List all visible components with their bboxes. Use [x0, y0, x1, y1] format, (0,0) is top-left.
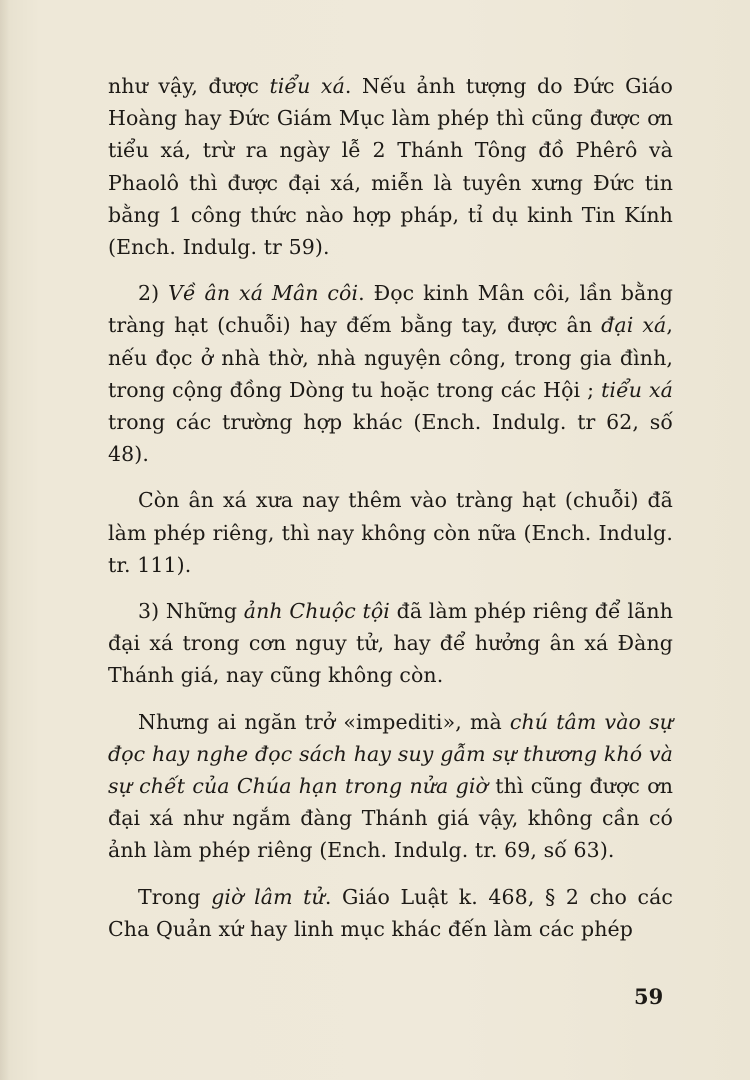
text-run: , nếu đọc ở nhà thờ, nhà nguyện công, trong gia đình, trong cộng đồng Dòng tu hoặc trong các Hội ;	[108, 313, 673, 402]
paragraph-1	[108, 70, 673, 263]
text-run: như vậy, được	[108, 74, 270, 98]
text-run-italic: chú tâm vào sự đọc hay nghe đọc sách hay suy gẫm sự thương khó và sự chết của Chúa hạn trong nửa giờ	[108, 709, 673, 799]
paragraph-6	[108, 881, 673, 945]
text-run: Trong	[138, 884, 212, 909]
text-run: . Nếu ảnh tượng do Đức Giáo Hoàng hay Đức Giám Mục làm phép thì cũng được ơn tiểu xá, trừ ra ngày lễ 2 Thánh Tông đồ Phêrô và Phaolô thì được đại xá, miễn là tuyên xưng Đức tin bằng 1 công thức nào hợp pháp, tỉ dụ kinh Tin Kính (Ench. Indulg. tr 59).	[108, 74, 674, 260]
text-run: 2)	[138, 281, 169, 306]
text-run: trong các trường hợp khác (Ench. Indulg. tr 62, số 48).	[108, 410, 673, 467]
text-run-italic: đại xá	[601, 313, 667, 338]
text-run: . Giáo Luật k. 468, § 2 cho các Cha Quản xứ hay linh mục khác đến làm các phép	[108, 884, 673, 941]
text-run-italic: tiểu xá	[269, 74, 345, 98]
paragraph-3	[108, 484, 673, 581]
paragraph-2	[108, 277, 673, 470]
text-run: đã làm phép riêng để lãnh đại xá trong cơn nguy tử, hay để hưởng ân xá Đàng Thánh giá, nay cũng không còn.	[108, 599, 673, 688]
text-run: thì cũng được ơn đại xá như ngắm đàng Thánh giá vậy, không cần có ảnh làm phép riêng (Ench. Indulg. tr. 69, số 63).	[108, 774, 673, 863]
text-run: Nhưng ai ngăn trở «impediti», mà	[138, 709, 510, 734]
paragraph-4	[108, 595, 673, 692]
paragraph-5	[108, 706, 673, 867]
text-run: 3) Những	[138, 599, 244, 624]
text-run-italic: Về ân xá Mân côi	[168, 281, 359, 306]
page-number: 59	[634, 984, 664, 1009]
text-run: Còn ân xá xưa nay thêm vào tràng hạt (chuỗi) đã làm phép riêng, thì nay không còn nữa (Ench. Indulg. tr. 111).	[108, 488, 673, 577]
text-run-italic: giờ lâm tử	[211, 884, 325, 909]
text-run: . Đọc kinh Mân côi, lần bằng tràng hạt (chuỗi) hay đếm bằng tay, được ân	[108, 281, 673, 338]
text-run-italic: ảnh Chuộc tội	[243, 599, 390, 624]
text-run-italic: tiểu xá	[601, 377, 674, 402]
body-text	[108, 70, 673, 959]
